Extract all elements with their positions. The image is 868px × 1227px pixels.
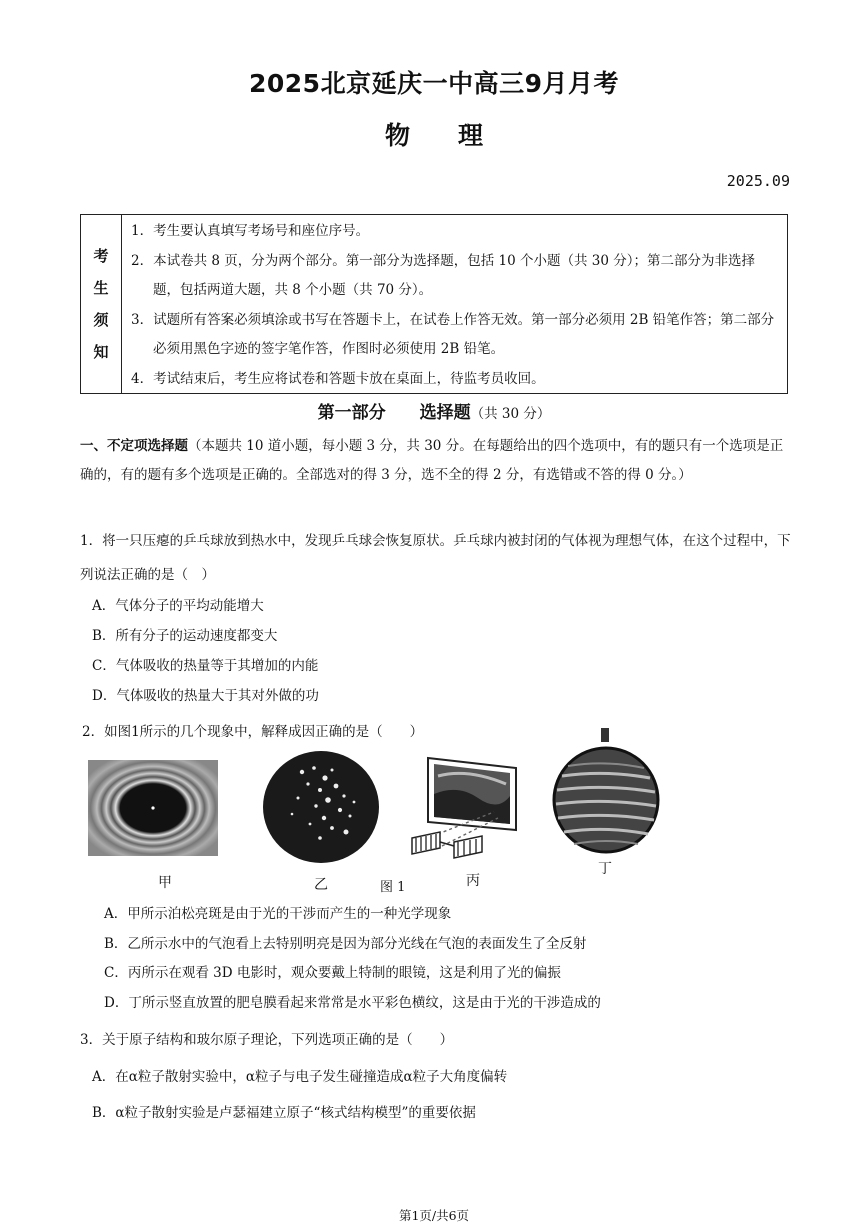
question-2-stem: 2．如图1所示的几个现象中，解释成因正确的是（ ） bbox=[82, 724, 424, 740]
notice-item: 4．考试结束后，考生应将试卷和答题卡放在桌面上，待监考员收回。 bbox=[131, 370, 545, 387]
page-number: 第1页/共6页 bbox=[398, 1208, 470, 1223]
question-1-stem: 1．将一只压瘪的乒乓球放到热水中，发现乒乓球会恢复原状。乒乓球内被封闭的气体视为理想气体，在这个过程中，下列说法正确的是（ ） bbox=[80, 533, 791, 583]
figure-caption: 图 1 bbox=[380, 880, 406, 895]
question-2-option-c: C．丙所示在观看 3D 电影时，观众要戴上特制的眼镜，这是利用了光的偏振 bbox=[104, 965, 561, 981]
question-3-option-b: B．α粒子散射实验是卢瑟福建立原子“核式结构模型”的重要依据 bbox=[92, 1105, 476, 1121]
question-1-option-c: C．气体吸收的热量等于其增加的内能 bbox=[92, 658, 319, 674]
question-3-option-a: A．在α粒子散射实验中，α粒子与电子发生碰撞造成α粒子大角度偏转 bbox=[92, 1069, 508, 1085]
figure-ding-image bbox=[552, 726, 660, 856]
figure-bing-image bbox=[398, 754, 520, 866]
part-score: （共 30 分） bbox=[470, 406, 551, 422]
notice-label bbox=[81, 215, 122, 393]
page-title: 2025北京延庆一中高三9月月考 bbox=[249, 69, 619, 98]
figure-yi-image bbox=[262, 750, 380, 864]
figure-label-ding: 丁 bbox=[598, 861, 612, 877]
figure-label-bing: 丙 bbox=[466, 873, 480, 889]
question-2-option-b: B．乙所示水中的气泡看上去特别明亮是因为部分光线在气泡的表面发生了全反射 bbox=[104, 936, 587, 952]
question-3-stem: 3．关于原子结构和玻尔原子理论，下列选项正确的是（ ） bbox=[80, 1032, 454, 1048]
question-1-option-d: D．气体吸收的热量大于其对外做的功 bbox=[92, 688, 319, 704]
question-1-option-a: A．气体分子的平均动能增大 bbox=[92, 598, 264, 614]
figure-jia-image bbox=[88, 760, 218, 856]
question-2-option-d: D．丁所示竖直放置的肥皂膜看起来常常是水平彩色横纹，这是由于光的干涉造成的 bbox=[104, 995, 601, 1011]
notice-item: 2．本试卷共 8 页，分为两个部分。第一部分为选择题，包括 10 个小题（共 30 分）；第二部分为非选择题，包括两道大题，共 8 个小题（共 70 分）。 bbox=[131, 252, 756, 298]
notice-item: 1．考生要认真填写考场号和座位序号。 bbox=[131, 223, 370, 239]
notice-item: 3．试题所有答案必须填涂或书写在答题卡上，在试卷上作答无效。第一部分必须用 2B 铅笔作答；第二部分必须用黑色字迹的签字笔作答，作图时必须使用 2B 铅笔。 bbox=[131, 311, 775, 357]
section-heading: 一、不定项选择题 bbox=[80, 438, 188, 454]
question-2-option-a: A．甲所示泊松亮斑是由于光的干涉而产生的一种光学现象 bbox=[104, 906, 452, 922]
section-instructions bbox=[80, 432, 792, 490]
notice-box bbox=[80, 214, 788, 394]
notice-label-char: 知 bbox=[93, 343, 109, 361]
notice-label-char: 考 bbox=[93, 247, 109, 265]
section-text: （本题共 10 道小题，每小题 3 分，共 30 分。在每题给出的四个选项中，有的题只有一个选项是正确的，有的题有多个选项是正确的。全部选对的得 3 分，选不全的得 2 分，有选错或不答的得 0 分。） bbox=[80, 438, 784, 483]
part-title: 第一部分 选择题 bbox=[317, 403, 471, 423]
notice-list bbox=[131, 217, 781, 394]
notice-label-char: 生 bbox=[93, 279, 109, 297]
notice-label-char: 须 bbox=[93, 311, 109, 329]
subject-title: 物理 bbox=[384, 121, 531, 150]
exam-date: 2025.09 bbox=[726, 172, 790, 190]
figure-label-jia: 甲 bbox=[158, 875, 172, 891]
part-heading bbox=[0, 398, 868, 423]
question-1-option-b: B．所有分子的运动速度都变大 bbox=[92, 628, 278, 644]
figure-label-yi: 乙 bbox=[314, 877, 328, 893]
